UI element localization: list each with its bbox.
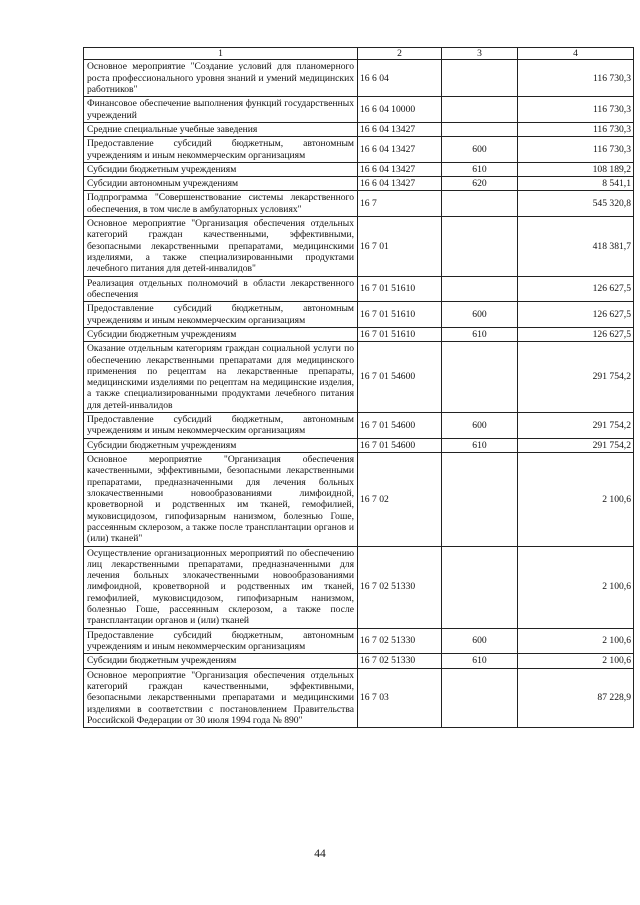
page-number: 44: [314, 848, 326, 860]
row-kind: 610: [442, 438, 518, 452]
table-row: [84, 453, 634, 547]
row-name: Основное мероприятие "Создание условий для планомерного роста профессионального уровня знаний и умений медицинских работников": [84, 60, 358, 97]
row-code: 16 6 04 10000: [358, 97, 442, 123]
row-code: 16 7 02 51330: [358, 546, 442, 628]
row-code: 16 6 04 13427: [358, 137, 442, 163]
row-kind: 600: [442, 137, 518, 163]
table-row: [84, 654, 634, 668]
row-sum: 291 754,2: [518, 413, 634, 439]
table-row: [84, 276, 634, 302]
table-row: [84, 122, 634, 136]
row-kind: 610: [442, 162, 518, 176]
row-name: Субсидии бюджетным учреждениям: [84, 162, 358, 176]
row-sum: 2 100,6: [518, 654, 634, 668]
row-sum: 116 730,3: [518, 97, 634, 123]
row-kind: 620: [442, 177, 518, 191]
table-row: [84, 628, 634, 654]
row-code: 16 7 01: [358, 217, 442, 277]
table-row: [84, 668, 634, 728]
row-sum: 291 754,2: [518, 438, 634, 452]
row-name: Основное мероприятие "Организация обеспечения отдельных категорий граждан качественными, эффективными, безопасными лекарственными препаратами и медицинскими изделиями в соответствии с постановлением Правительства Российской Федерации от 30 июля 1994 года № 890": [84, 668, 358, 728]
row-kind: 600: [442, 413, 518, 439]
row-code: 16 7 01 54600: [358, 342, 442, 413]
header-col-name: 1: [84, 48, 358, 60]
table-row: [84, 191, 634, 217]
row-name: Субсидии автономным учреждениям: [84, 177, 358, 191]
header-col-sum: 4: [518, 48, 634, 60]
row-name: Оказание отдельным категориям граждан социальной услуги по обеспечению лекарственными препаратами для медицинского применения по рецептам на лекарственные препараты, медицинскими изделиями по рецептам на медицинские изделия, а также специализированными продуктами лечебного питания для детей-инвалидов: [84, 342, 358, 413]
row-sum: 2 100,6: [518, 546, 634, 628]
row-sum: 116 730,3: [518, 122, 634, 136]
table-row: [84, 413, 634, 439]
row-sum: 8 541,1: [518, 177, 634, 191]
row-name: Предоставление субсидий бюджетным, автономным учреждениям и иным некоммерческим организациям: [84, 628, 358, 654]
row-sum: 116 730,3: [518, 60, 634, 97]
row-code: 16 6 04: [358, 60, 442, 97]
row-sum: 291 754,2: [518, 342, 634, 413]
row-kind: [442, 217, 518, 277]
row-code: 16 7 01 54600: [358, 438, 442, 452]
table-row: [84, 302, 634, 328]
row-name: Реализация отдельных полномочий в области лекарственного обеспечения: [84, 276, 358, 302]
row-code: 16 6 04 13427: [358, 162, 442, 176]
table-row: [84, 546, 634, 628]
row-code: 16 7 01 54600: [358, 413, 442, 439]
row-kind: [442, 546, 518, 628]
row-code: 16 7 01 51610: [358, 302, 442, 328]
row-name: Осуществление организационных мероприятий по обеспечению лиц лекарственными препаратами, предназначенными для лечения больных злокачественными новообразованиями лимфоидной, кроветворной и родственных им тканей, гемофилией, муковисцидозом, гипофизарным нанизмом, болезнью Гоше, рассеянным склерозом, а также после трансплантации органов и (или) тканей: [84, 546, 358, 628]
row-kind: [442, 453, 518, 547]
header-row: [84, 48, 634, 60]
row-name: Субсидии бюджетным учреждениям: [84, 438, 358, 452]
row-code: 16 7: [358, 191, 442, 217]
header-col-code: 2: [358, 48, 442, 60]
row-sum: 2 100,6: [518, 628, 634, 654]
row-kind: [442, 276, 518, 302]
table-row: [84, 217, 634, 277]
row-name: Субсидии бюджетным учреждениям: [84, 654, 358, 668]
row-kind: 610: [442, 654, 518, 668]
budget-table: [83, 47, 634, 728]
row-kind: [442, 668, 518, 728]
row-sum: 87 228,9: [518, 668, 634, 728]
table-row: [84, 137, 634, 163]
row-code: 16 7 02: [358, 453, 442, 547]
table-body: [84, 60, 634, 728]
row-sum: 545 320,8: [518, 191, 634, 217]
table-row: [84, 177, 634, 191]
row-kind: [442, 60, 518, 97]
row-name: Предоставление субсидий бюджетным, автономным учреждениям и иным некоммерческим организациям: [84, 137, 358, 163]
table-row: [84, 327, 634, 341]
row-name: Предоставление субсидий бюджетным, автономным учреждениям и иным некоммерческим организациям: [84, 413, 358, 439]
table-row: [84, 97, 634, 123]
table-row: [84, 60, 634, 97]
row-kind: [442, 191, 518, 217]
row-kind: [442, 342, 518, 413]
row-kind: 600: [442, 628, 518, 654]
row-code: 16 7 02 51330: [358, 628, 442, 654]
table-row: [84, 438, 634, 452]
row-kind: 610: [442, 327, 518, 341]
row-name: Основное мероприятие "Организация обеспечения отдельных категорий граждан качественными, эффективными, безопасными лекарственными препаратами, медицинскими изделиями, а также специализированными продуктами лечебного питания для детей-инвалидов": [84, 217, 358, 277]
header-col-kind: 3: [442, 48, 518, 60]
row-sum: 108 189,2: [518, 162, 634, 176]
row-kind: [442, 97, 518, 123]
row-code: 16 6 04 13427: [358, 122, 442, 136]
table-row: [84, 342, 634, 413]
row-code: 16 7 02 51330: [358, 654, 442, 668]
row-name: Финансовое обеспечение выполнения функций государственных учреждений: [84, 97, 358, 123]
row-name: Предоставление субсидий бюджетным, автономным учреждениям и иным некоммерческим организациям: [84, 302, 358, 328]
row-name: Средние специальные учебные заведения: [84, 122, 358, 136]
row-code: 16 7 01 51610: [358, 327, 442, 341]
row-sum: 116 730,3: [518, 137, 634, 163]
row-sum: 2 100,6: [518, 453, 634, 547]
row-sum: 126 627,5: [518, 302, 634, 328]
row-name: Основное мероприятие "Организация обеспечения качественными, эффективными, безопасными лекарственными препаратами, предназначенными для лечения больных злокачественными новообразованиями лимфоидной, кроветворной и родственных им тканей, гемофилией, муковисцидозом, гипофизарным нанизмом, болезнью Гоше, рассеянным склерозом, а также после трансплантации органов и (или) тканей": [84, 453, 358, 547]
row-name: Подпрограмма "Совершенствование системы лекарственного обеспечения, в том числе в амбулаторных условиях": [84, 191, 358, 217]
row-sum: 126 627,5: [518, 327, 634, 341]
row-sum: 126 627,5: [518, 276, 634, 302]
row-code: 16 7 03: [358, 668, 442, 728]
table-row: [84, 162, 634, 176]
row-sum: 418 381,7: [518, 217, 634, 277]
row-name: Субсидии бюджетным учреждениям: [84, 327, 358, 341]
row-code: 16 6 04 13427: [358, 177, 442, 191]
row-code: 16 7 01 51610: [358, 276, 442, 302]
row-kind: 600: [442, 302, 518, 328]
row-kind: [442, 122, 518, 136]
